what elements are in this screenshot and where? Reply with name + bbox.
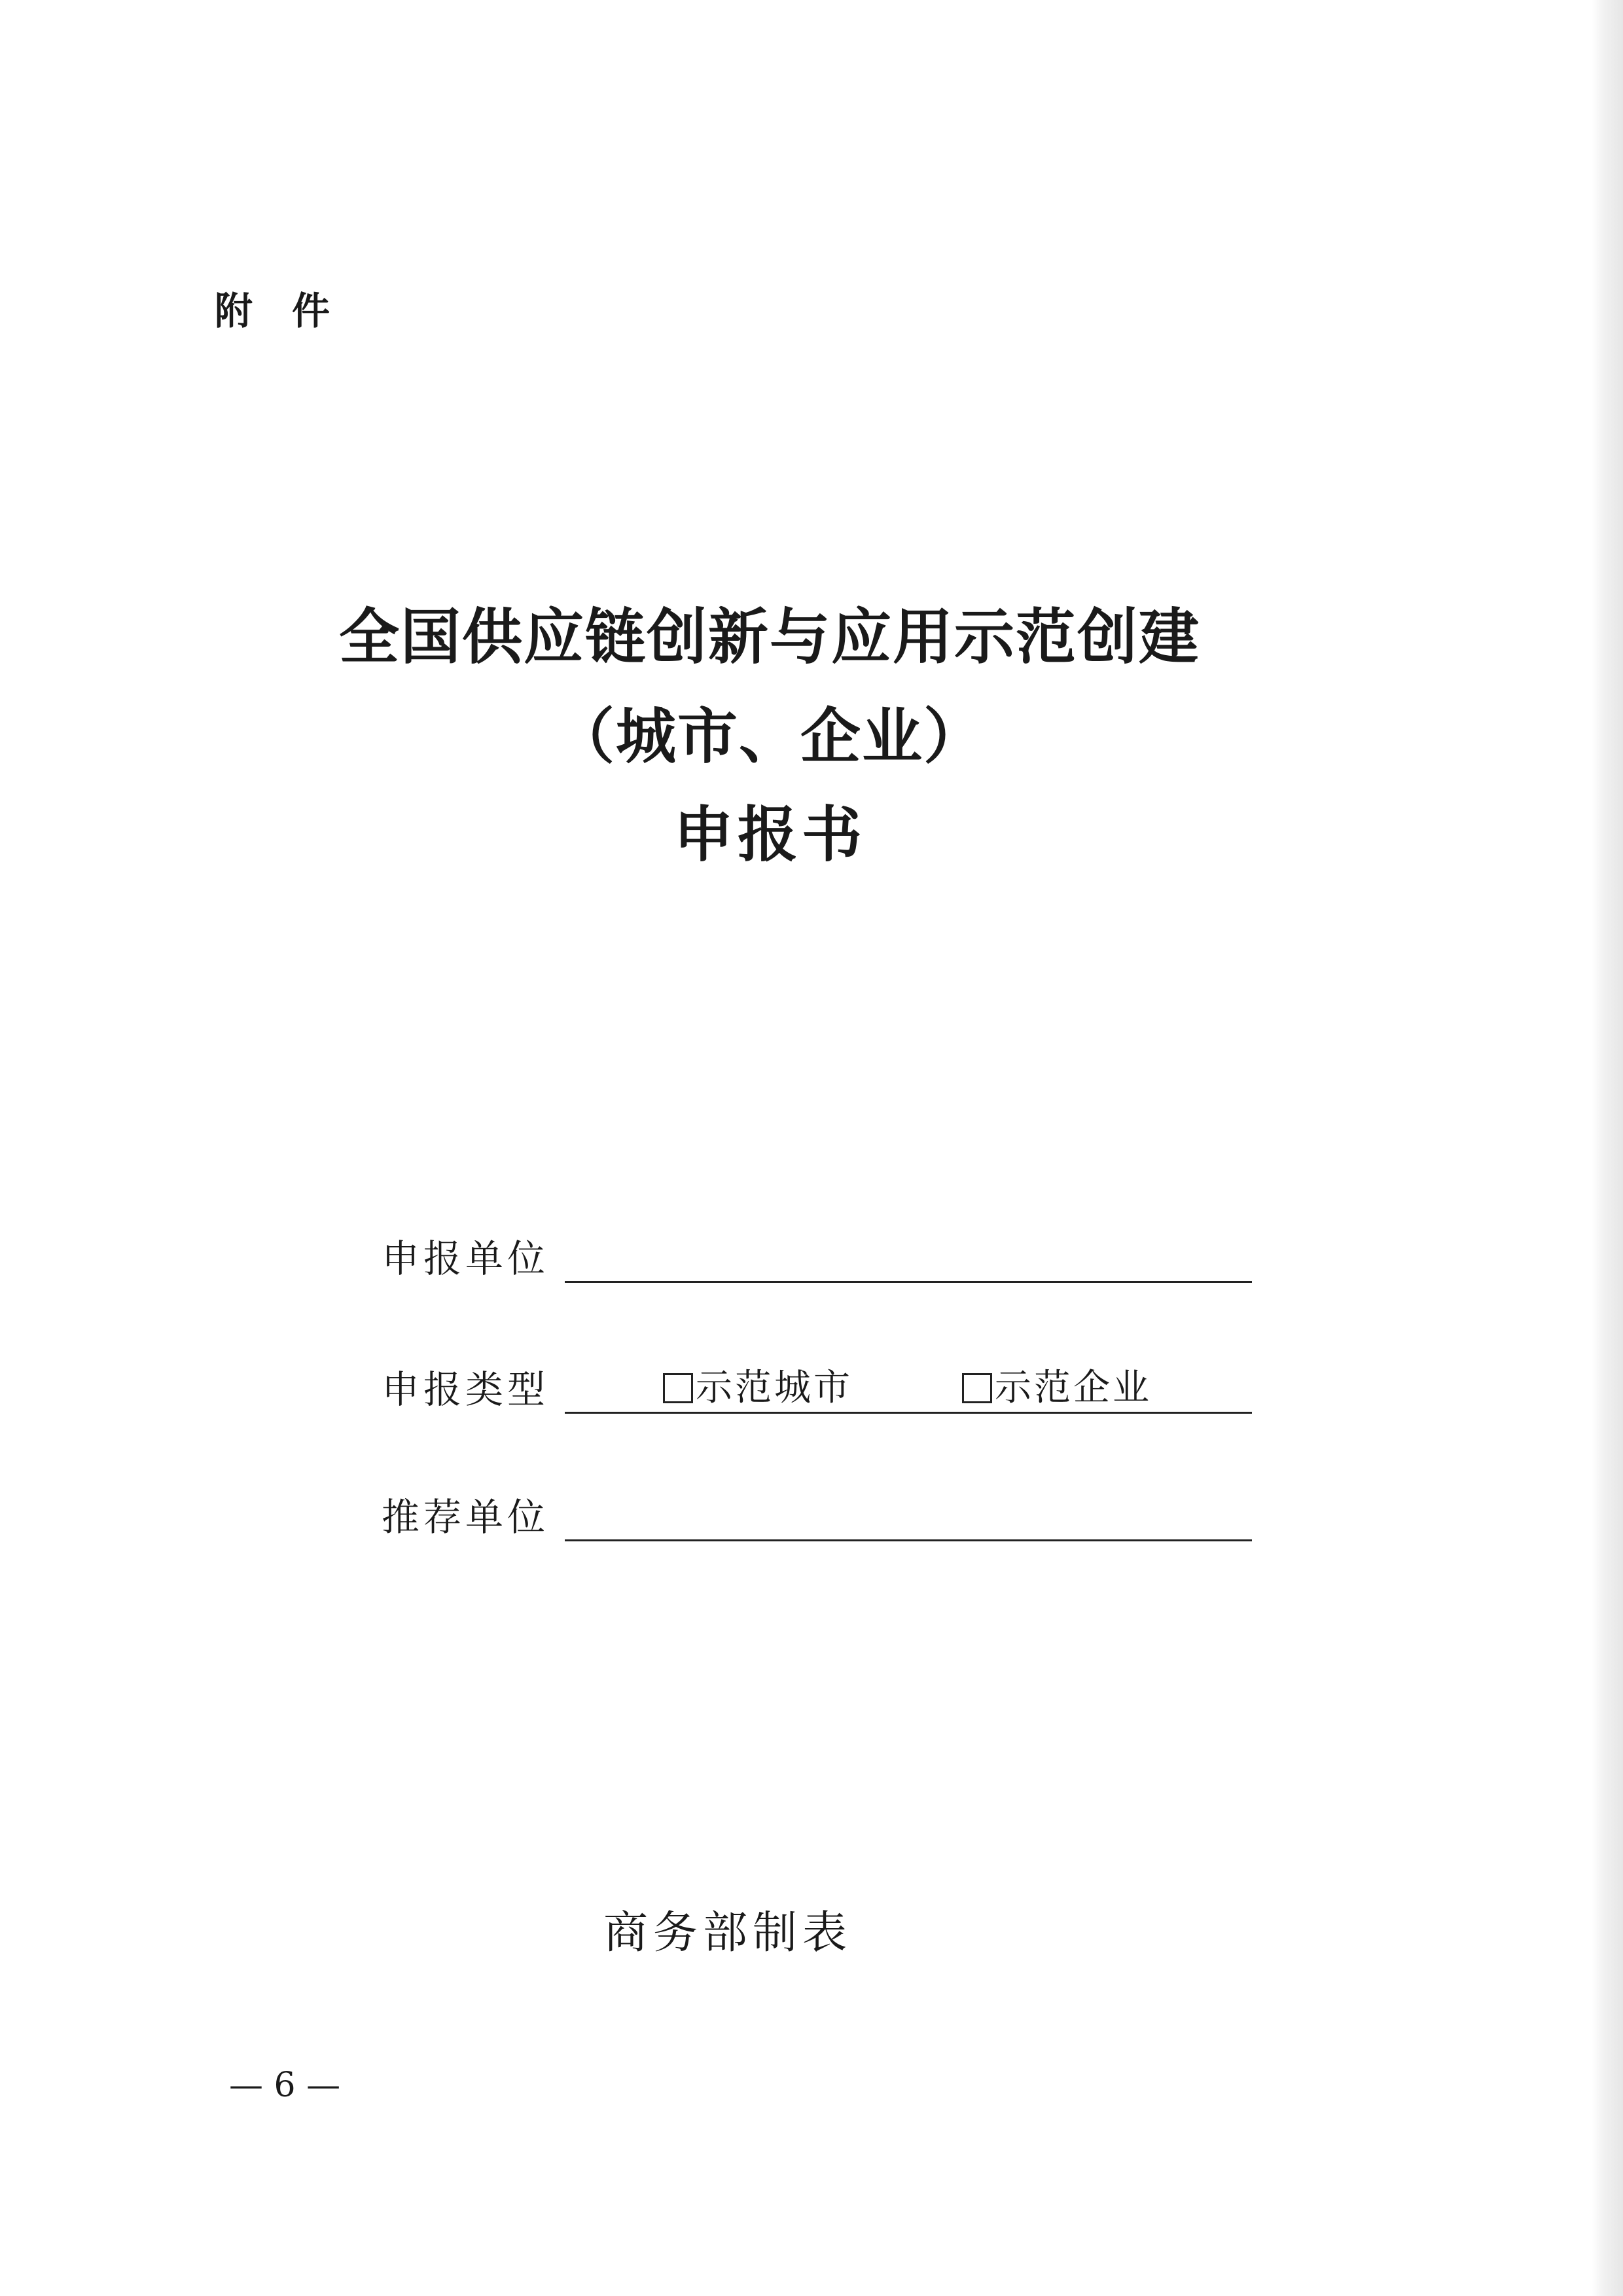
scan-page-edge [1592, 0, 1623, 2296]
city-option-label: 示范城市 [696, 1367, 853, 1409]
recommender-label: 推荐单位 [382, 1495, 550, 1539]
applicant-label: 申报单位 [382, 1236, 550, 1281]
applicant-field[interactable] [565, 1229, 1252, 1283]
type-label: 申报类型 [382, 1367, 550, 1412]
attachment-label: 附件 [215, 289, 370, 333]
document-title [0, 602, 1623, 870]
applicant-row [382, 1230, 1252, 1283]
title-line-2: （城市、企业） [554, 702, 985, 772]
issuer-text: 商务部制表 [603, 1907, 852, 1959]
enterprise-option-label: 示范企业 [995, 1367, 1152, 1409]
page-number: — 6 — [229, 2066, 341, 2105]
type-row [382, 1361, 1252, 1414]
recommender-field[interactable] [565, 1487, 1252, 1541]
title-line-3: 申报书 [673, 800, 866, 870]
title-line-1: 全国供应链创新与应用示范创建 [338, 602, 1200, 672]
type-option-city[interactable] [663, 1367, 853, 1409]
type-field [565, 1359, 1252, 1414]
type-option-enterprise[interactable] [962, 1367, 1152, 1409]
enterprise-checkbox[interactable] [962, 1373, 992, 1403]
recommender-row [382, 1489, 1252, 1541]
city-checkbox[interactable] [663, 1373, 693, 1403]
